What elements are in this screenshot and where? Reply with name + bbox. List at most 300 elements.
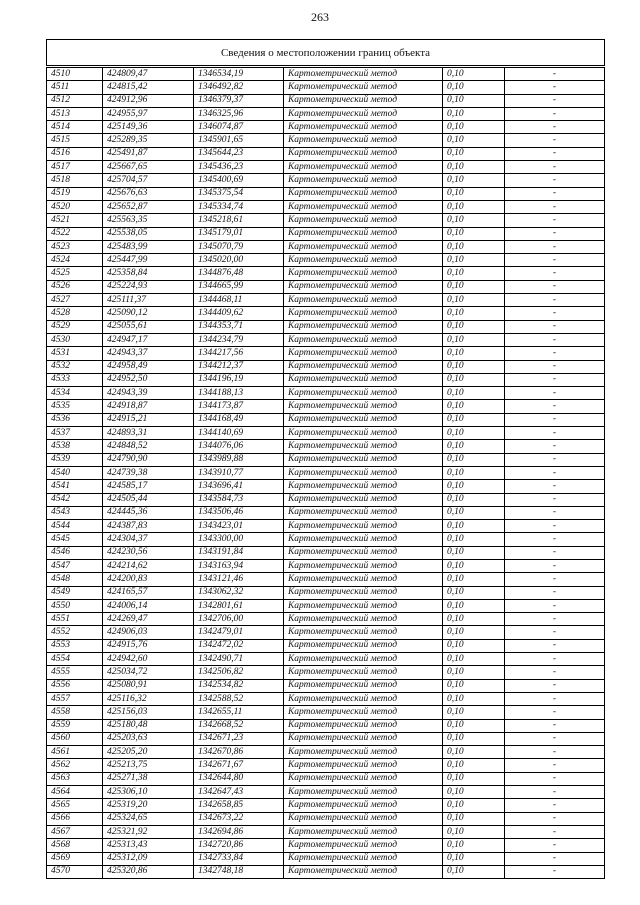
table-row (47, 187, 605, 200)
table-row (47, 413, 605, 426)
table-row (47, 639, 605, 652)
point-number-cell: 4567 (47, 825, 103, 838)
method-cell: Картометрический метод (284, 772, 443, 785)
y-coordinate-cell: 1342472,02 (194, 639, 284, 652)
table-row (47, 214, 605, 227)
x-coordinate-cell: 425704,57 (103, 174, 194, 187)
y-coordinate-cell: 1342644,80 (194, 772, 284, 785)
coordinates-table-body (47, 68, 605, 879)
description-cell: - (505, 546, 605, 559)
accuracy-cell: 0,10 (443, 706, 505, 719)
accuracy-cell: 0,10 (443, 147, 505, 160)
accuracy-cell: 0,10 (443, 161, 505, 174)
method-cell: Картометрический метод (284, 68, 443, 81)
y-coordinate-cell: 1344217,56 (194, 347, 284, 360)
description-cell: - (505, 174, 605, 187)
description-cell: - (505, 347, 605, 360)
description-cell: - (505, 240, 605, 253)
x-coordinate-cell: 425483,99 (103, 240, 194, 253)
y-coordinate-cell: 1342658,85 (194, 799, 284, 812)
y-coordinate-cell: 1345436,23 (194, 161, 284, 174)
y-coordinate-cell: 1346492,82 (194, 81, 284, 94)
method-cell: Картометрический метод (284, 839, 443, 852)
x-coordinate-cell: 424958,49 (103, 360, 194, 373)
x-coordinate-cell: 425149,36 (103, 121, 194, 134)
description-cell: - (505, 267, 605, 280)
description-cell: - (505, 719, 605, 732)
point-number-cell: 4551 (47, 613, 103, 626)
method-cell: Картометрический метод (284, 174, 443, 187)
y-coordinate-cell: 1342733,84 (194, 852, 284, 865)
method-cell: Картометрический метод (284, 440, 443, 453)
method-cell: Картометрический метод (284, 427, 443, 440)
accuracy-cell: 0,10 (443, 559, 505, 572)
point-number-cell: 4517 (47, 161, 103, 174)
x-coordinate-cell: 424165,57 (103, 586, 194, 599)
point-number-cell: 4550 (47, 599, 103, 612)
accuracy-cell: 0,10 (443, 214, 505, 227)
description-cell: - (505, 653, 605, 666)
description-cell: - (505, 480, 605, 493)
accuracy-cell: 0,10 (443, 573, 505, 586)
point-number-cell: 4512 (47, 94, 103, 107)
table-row (47, 121, 605, 134)
y-coordinate-cell: 1346379,37 (194, 94, 284, 107)
point-number-cell: 4530 (47, 333, 103, 346)
section-title: Сведения о местоположении границ объекта (220, 46, 431, 59)
point-number-cell: 4561 (47, 746, 103, 759)
method-cell: Картометрический метод (284, 506, 443, 519)
accuracy-cell: 0,10 (443, 719, 505, 732)
y-coordinate-cell: 1345644,23 (194, 147, 284, 160)
description-cell: - (505, 161, 605, 174)
y-coordinate-cell: 1345334,74 (194, 200, 284, 213)
accuracy-cell: 0,10 (443, 400, 505, 413)
x-coordinate-cell: 425676,63 (103, 187, 194, 200)
description-cell: - (505, 506, 605, 519)
point-number-cell: 4532 (47, 360, 103, 373)
x-coordinate-cell: 424269,47 (103, 613, 194, 626)
y-coordinate-cell: 1344212,37 (194, 360, 284, 373)
x-coordinate-cell: 424952,50 (103, 373, 194, 386)
accuracy-cell: 0,10 (443, 121, 505, 134)
description-cell: - (505, 440, 605, 453)
accuracy-cell: 0,10 (443, 825, 505, 838)
y-coordinate-cell: 1342655,11 (194, 706, 284, 719)
table-row (47, 825, 605, 838)
x-coordinate-cell: 424790,90 (103, 453, 194, 466)
description-cell: - (505, 772, 605, 785)
table-row (47, 440, 605, 453)
y-coordinate-cell: 1342720,86 (194, 839, 284, 852)
method-cell: Картометрический метод (284, 227, 443, 240)
table-row (47, 347, 605, 360)
point-number-cell: 4523 (47, 240, 103, 253)
x-coordinate-cell: 425358,84 (103, 267, 194, 280)
accuracy-cell: 0,10 (443, 639, 505, 652)
x-coordinate-cell: 425111,37 (103, 294, 194, 307)
table-row (47, 254, 605, 267)
table-row (47, 307, 605, 320)
x-coordinate-cell: 424915,76 (103, 639, 194, 652)
x-coordinate-cell: 424943,39 (103, 387, 194, 400)
x-coordinate-cell: 424942,60 (103, 653, 194, 666)
accuracy-cell: 0,10 (443, 174, 505, 187)
table-row (47, 719, 605, 732)
accuracy-cell: 0,10 (443, 692, 505, 705)
table-row (47, 294, 605, 307)
table-row (47, 94, 605, 107)
y-coordinate-cell: 1343163,94 (194, 559, 284, 572)
y-coordinate-cell: 1344076,06 (194, 440, 284, 453)
table-row (47, 68, 605, 81)
y-coordinate-cell: 1342694,86 (194, 825, 284, 838)
method-cell: Картометрический метод (284, 200, 443, 213)
x-coordinate-cell: 425090,12 (103, 307, 194, 320)
y-coordinate-cell: 1342668,52 (194, 719, 284, 732)
method-cell: Картометрический метод (284, 653, 443, 666)
point-number-cell: 4565 (47, 799, 103, 812)
y-coordinate-cell: 1342506,82 (194, 666, 284, 679)
x-coordinate-cell: 424918,87 (103, 400, 194, 413)
x-coordinate-cell: 425312,09 (103, 852, 194, 865)
accuracy-cell: 0,10 (443, 440, 505, 453)
x-coordinate-cell: 425180,48 (103, 719, 194, 732)
method-cell: Картометрический метод (284, 533, 443, 546)
method-cell: Картометрический метод (284, 639, 443, 652)
description-cell: - (505, 387, 605, 400)
accuracy-cell: 0,10 (443, 732, 505, 745)
method-cell: Картометрический метод (284, 666, 443, 679)
table-row (47, 280, 605, 293)
method-cell: Картометрический метод (284, 786, 443, 799)
point-number-cell: 4526 (47, 280, 103, 293)
method-cell: Картометрический метод (284, 413, 443, 426)
accuracy-cell: 0,10 (443, 546, 505, 559)
description-cell: - (505, 453, 605, 466)
point-number-cell: 4511 (47, 81, 103, 94)
accuracy-cell: 0,10 (443, 799, 505, 812)
point-number-cell: 4560 (47, 732, 103, 745)
page-number: 263 (311, 10, 329, 24)
description-cell: - (505, 666, 605, 679)
description-cell: - (505, 586, 605, 599)
accuracy-cell: 0,10 (443, 187, 505, 200)
table-row (47, 200, 605, 213)
x-coordinate-cell: 425321,92 (103, 825, 194, 838)
point-number-cell: 4554 (47, 653, 103, 666)
description-cell: - (505, 280, 605, 293)
table-row (47, 493, 605, 506)
accuracy-cell: 0,10 (443, 453, 505, 466)
x-coordinate-cell: 424505,44 (103, 493, 194, 506)
accuracy-cell: 0,10 (443, 506, 505, 519)
method-cell: Картометрический метод (284, 387, 443, 400)
point-number-cell: 4552 (47, 626, 103, 639)
method-cell: Картометрический метод (284, 520, 443, 533)
table-row (47, 799, 605, 812)
table-row (47, 267, 605, 280)
y-coordinate-cell: 1344468,11 (194, 294, 284, 307)
description-cell: - (505, 227, 605, 240)
method-cell: Картометрический метод (284, 214, 443, 227)
point-number-cell: 4543 (47, 506, 103, 519)
x-coordinate-cell: 425324,65 (103, 812, 194, 825)
x-coordinate-cell: 425652,87 (103, 200, 194, 213)
table-row (47, 746, 605, 759)
method-cell: Картометрический метод (284, 134, 443, 147)
point-number-cell: 4559 (47, 719, 103, 732)
y-coordinate-cell: 1342671,67 (194, 759, 284, 772)
accuracy-cell: 0,10 (443, 94, 505, 107)
y-coordinate-cell: 1343300,00 (194, 533, 284, 546)
description-cell: - (505, 121, 605, 134)
method-cell: Картометрический метод (284, 187, 443, 200)
accuracy-cell: 0,10 (443, 254, 505, 267)
description-cell: - (505, 413, 605, 426)
point-number-cell: 4558 (47, 706, 103, 719)
table-row (47, 506, 605, 519)
point-number-cell: 4564 (47, 786, 103, 799)
y-coordinate-cell: 1345070,79 (194, 240, 284, 253)
x-coordinate-cell: 425116,32 (103, 692, 194, 705)
x-coordinate-cell: 425156,03 (103, 706, 194, 719)
method-cell: Картометрический метод (284, 307, 443, 320)
description-cell: - (505, 852, 605, 865)
x-coordinate-cell: 425538,05 (103, 227, 194, 240)
description-cell: - (505, 200, 605, 213)
accuracy-cell: 0,10 (443, 294, 505, 307)
x-coordinate-cell: 424445,36 (103, 506, 194, 519)
coordinates-table (46, 67, 605, 879)
section-header (46, 39, 605, 66)
table-row (47, 839, 605, 852)
accuracy-cell: 0,10 (443, 360, 505, 373)
y-coordinate-cell: 1344173,87 (194, 400, 284, 413)
table-row (47, 373, 605, 386)
y-coordinate-cell: 1344196,19 (194, 373, 284, 386)
point-number-cell: 4534 (47, 387, 103, 400)
method-cell: Картометрический метод (284, 254, 443, 267)
x-coordinate-cell: 425289,35 (103, 134, 194, 147)
accuracy-cell: 0,10 (443, 320, 505, 333)
x-coordinate-cell: 425313,43 (103, 839, 194, 852)
accuracy-cell: 0,10 (443, 307, 505, 320)
y-coordinate-cell: 1344140,69 (194, 427, 284, 440)
x-coordinate-cell: 424915,21 (103, 413, 194, 426)
description-cell: - (505, 320, 605, 333)
table-row (47, 480, 605, 493)
description-cell: - (505, 307, 605, 320)
x-coordinate-cell: 424214,62 (103, 559, 194, 572)
accuracy-cell: 0,10 (443, 107, 505, 120)
accuracy-cell: 0,10 (443, 267, 505, 280)
method-cell: Картометрический метод (284, 573, 443, 586)
y-coordinate-cell: 1343423,01 (194, 520, 284, 533)
point-number-cell: 4547 (47, 559, 103, 572)
accuracy-cell: 0,10 (443, 200, 505, 213)
y-coordinate-cell: 1342490,71 (194, 653, 284, 666)
point-number-cell: 4521 (47, 214, 103, 227)
accuracy-cell: 0,10 (443, 427, 505, 440)
point-number-cell: 4514 (47, 121, 103, 134)
description-cell: - (505, 94, 605, 107)
table-row (47, 666, 605, 679)
table-row (47, 174, 605, 187)
y-coordinate-cell: 1343696,41 (194, 480, 284, 493)
x-coordinate-cell: 424943,37 (103, 347, 194, 360)
x-coordinate-cell: 424230,56 (103, 546, 194, 559)
table-row (47, 81, 605, 94)
table-row (47, 812, 605, 825)
table-row (47, 227, 605, 240)
point-number-cell: 4549 (47, 586, 103, 599)
accuracy-cell: 0,10 (443, 466, 505, 479)
method-cell: Картометрический метод (284, 759, 443, 772)
x-coordinate-cell: 424739,38 (103, 466, 194, 479)
point-number-cell: 4542 (47, 493, 103, 506)
accuracy-cell: 0,10 (443, 520, 505, 533)
y-coordinate-cell: 1343062,32 (194, 586, 284, 599)
description-cell: - (505, 639, 605, 652)
point-number-cell: 4538 (47, 440, 103, 453)
point-number-cell: 4546 (47, 546, 103, 559)
description-cell: - (505, 466, 605, 479)
description-cell: - (505, 493, 605, 506)
method-cell: Картометрический метод (284, 360, 443, 373)
table-row (47, 559, 605, 572)
accuracy-cell: 0,10 (443, 759, 505, 772)
description-cell: - (505, 107, 605, 120)
y-coordinate-cell: 1346534,19 (194, 68, 284, 81)
description-cell: - (505, 134, 605, 147)
x-coordinate-cell: 425224,93 (103, 280, 194, 293)
point-number-cell: 4515 (47, 134, 103, 147)
method-cell: Картометрический метод (284, 347, 443, 360)
method-cell: Картометрический метод (284, 692, 443, 705)
table-row (47, 320, 605, 333)
y-coordinate-cell: 1345400,69 (194, 174, 284, 187)
accuracy-cell: 0,10 (443, 227, 505, 240)
point-number-cell: 4548 (47, 573, 103, 586)
method-cell: Картометрический метод (284, 732, 443, 745)
description-cell: - (505, 865, 605, 878)
point-number-cell: 4513 (47, 107, 103, 120)
description-cell: - (505, 692, 605, 705)
table-row (47, 161, 605, 174)
description-cell: - (505, 679, 605, 692)
x-coordinate-cell: 425447,99 (103, 254, 194, 267)
accuracy-cell: 0,10 (443, 280, 505, 293)
y-coordinate-cell: 1344409,62 (194, 307, 284, 320)
accuracy-cell: 0,10 (443, 772, 505, 785)
y-coordinate-cell: 1342534,82 (194, 679, 284, 692)
accuracy-cell: 0,10 (443, 666, 505, 679)
accuracy-cell: 0,10 (443, 68, 505, 81)
description-cell: - (505, 746, 605, 759)
description-cell: - (505, 147, 605, 160)
x-coordinate-cell: 425563,35 (103, 214, 194, 227)
table-row (47, 360, 605, 373)
point-number-cell: 4516 (47, 147, 103, 160)
y-coordinate-cell: 1345375,54 (194, 187, 284, 200)
y-coordinate-cell: 1342670,86 (194, 746, 284, 759)
table-row (47, 333, 605, 346)
method-cell: Картометрический метод (284, 746, 443, 759)
method-cell: Картометрический метод (284, 493, 443, 506)
table-row (47, 706, 605, 719)
method-cell: Картометрический метод (284, 121, 443, 134)
accuracy-cell: 0,10 (443, 493, 505, 506)
table-row (47, 732, 605, 745)
accuracy-cell: 0,10 (443, 240, 505, 253)
description-cell: - (505, 360, 605, 373)
x-coordinate-cell: 425667,65 (103, 161, 194, 174)
accuracy-cell: 0,10 (443, 599, 505, 612)
description-cell: - (505, 400, 605, 413)
point-number-cell: 4568 (47, 839, 103, 852)
accuracy-cell: 0,10 (443, 812, 505, 825)
point-number-cell: 4524 (47, 254, 103, 267)
description-cell: - (505, 732, 605, 745)
x-coordinate-cell: 424815,42 (103, 81, 194, 94)
accuracy-cell: 0,10 (443, 746, 505, 759)
table-row (47, 387, 605, 400)
description-cell: - (505, 214, 605, 227)
method-cell: Картометрический метод (284, 147, 443, 160)
table-row (47, 573, 605, 586)
method-cell: Картометрический метод (284, 161, 443, 174)
y-coordinate-cell: 1346074,87 (194, 121, 284, 134)
table-row (47, 520, 605, 533)
y-coordinate-cell: 1342647,43 (194, 786, 284, 799)
y-coordinate-cell: 1342801,61 (194, 599, 284, 612)
method-cell: Картометрический метод (284, 825, 443, 838)
point-number-cell: 4522 (47, 227, 103, 240)
method-cell: Картометрический метод (284, 240, 443, 253)
point-number-cell: 4544 (47, 520, 103, 533)
description-cell: - (505, 533, 605, 546)
x-coordinate-cell: 424585,17 (103, 480, 194, 493)
x-coordinate-cell: 424387,83 (103, 520, 194, 533)
description-cell: - (505, 333, 605, 346)
method-cell: Картометрический метод (284, 719, 443, 732)
y-coordinate-cell: 1344665,99 (194, 280, 284, 293)
y-coordinate-cell: 1342588,52 (194, 692, 284, 705)
point-number-cell: 4566 (47, 812, 103, 825)
accuracy-cell: 0,10 (443, 333, 505, 346)
y-coordinate-cell: 1344168,49 (194, 413, 284, 426)
point-number-cell: 4519 (47, 187, 103, 200)
method-cell: Картометрический метод (284, 586, 443, 599)
table-row (47, 533, 605, 546)
accuracy-cell: 0,10 (443, 413, 505, 426)
accuracy-cell: 0,10 (443, 653, 505, 666)
x-coordinate-cell: 425203,63 (103, 732, 194, 745)
table-row (47, 240, 605, 253)
description-cell: - (505, 187, 605, 200)
x-coordinate-cell: 424912,96 (103, 94, 194, 107)
table-row (47, 613, 605, 626)
table-row (47, 653, 605, 666)
x-coordinate-cell: 425491,87 (103, 147, 194, 160)
description-cell: - (505, 81, 605, 94)
table-row (47, 772, 605, 785)
x-coordinate-cell: 424947,17 (103, 333, 194, 346)
point-number-cell: 4531 (47, 347, 103, 360)
x-coordinate-cell: 424955,97 (103, 107, 194, 120)
method-cell: Картометрический метод (284, 81, 443, 94)
